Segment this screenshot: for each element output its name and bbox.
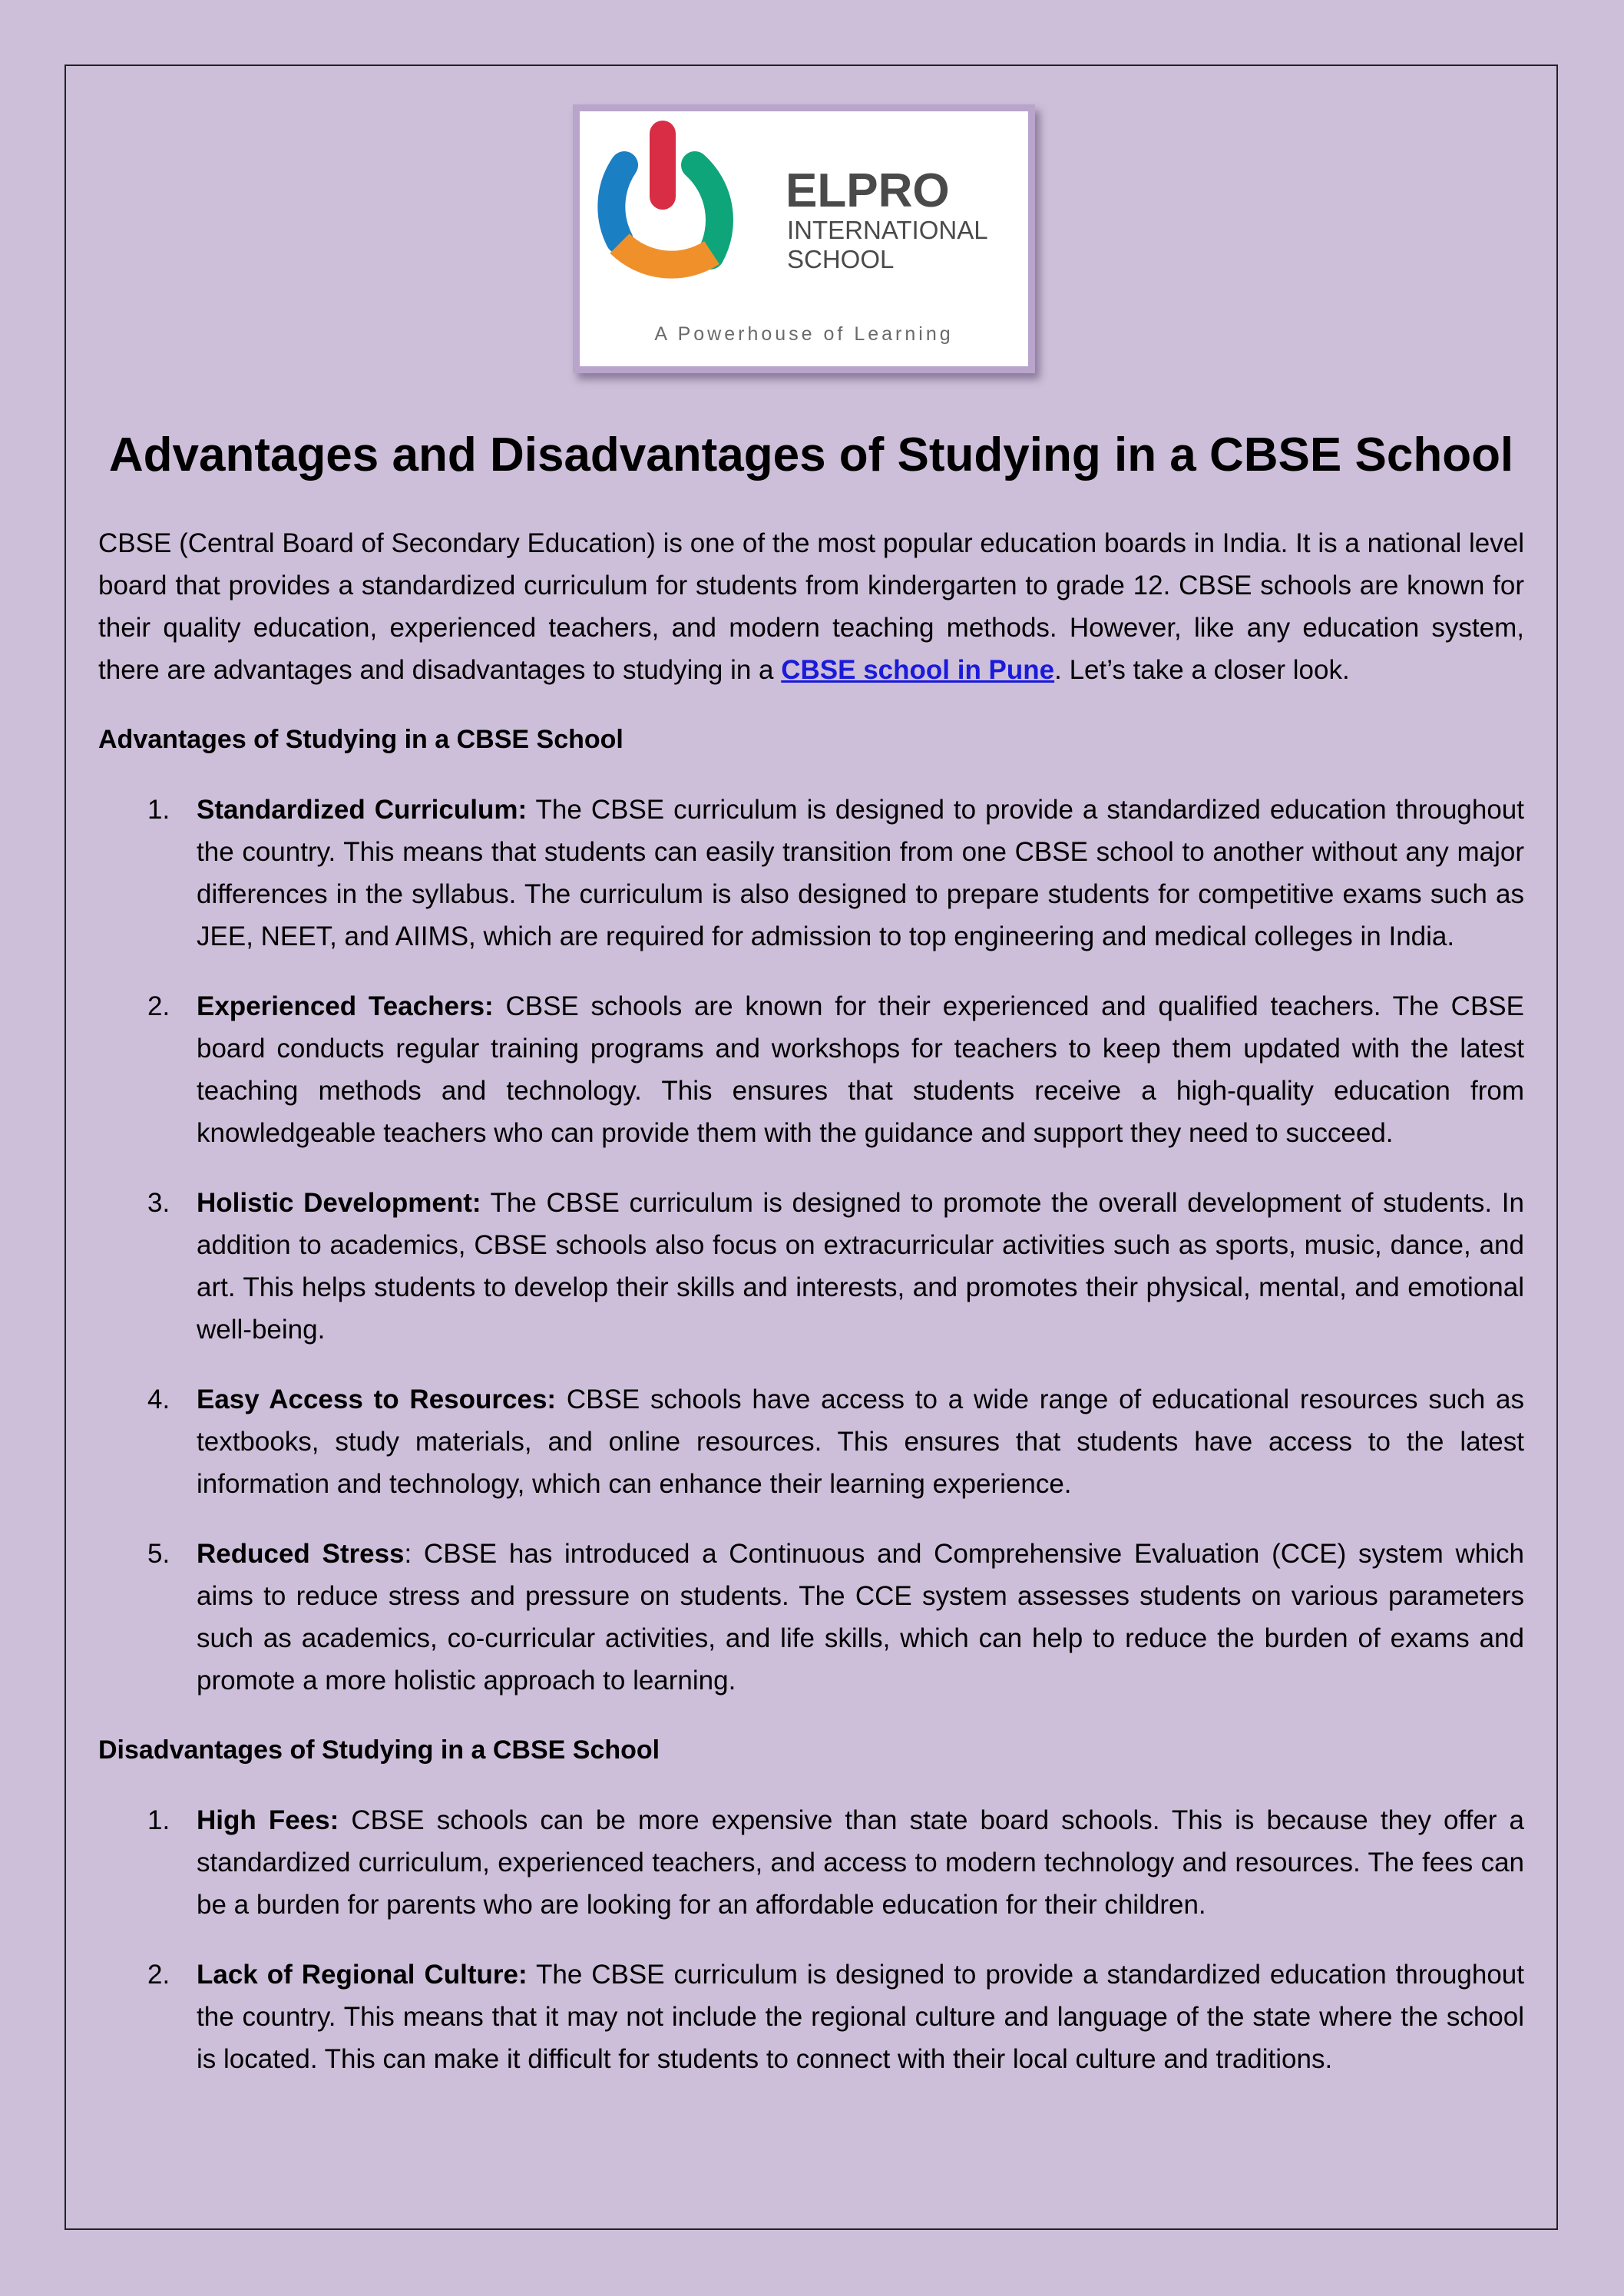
intro-paragraph [98, 522, 1524, 691]
list-item [98, 1182, 1524, 1351]
page-title: Advantages and Disadvantages of Studying in a CBSE School [108, 428, 1514, 481]
logo-tagline: A Powerhouse of Learning [654, 323, 954, 345]
list-item-number: 3. [147, 1188, 170, 1218]
cbse-school-pune-link[interactable]: CBSE school in Pune [781, 655, 1055, 685]
intro-text-end: . Let’s take a closer look. [1054, 655, 1350, 685]
list-item [98, 1378, 1524, 1505]
list-item-text: CBSE schools are known for their experienced and qualified teachers. The CBSE board conducts regular training programs and workshops for teachers to keep them updated with the latest teaching methods and technology. This ensures that students receive a high-quality education from knowledgeable teachers who can provide them with the guidance and support they need to succeed. [197, 991, 1524, 1148]
disadvantages-list [98, 1799, 1524, 2080]
article-body [98, 522, 1524, 2108]
school-logo [573, 104, 1035, 373]
list-item-text: The CBSE curriculum is designed to provide a standardized education throughout the country. This means that students can easily transition from one CBSE school to another without any major differences in the syllabus. The curriculum is also designed to prepare students for competitive exams such as JEE, NEET, and AIIMS, which are required for admission to top engineering and medical colleges in India. [197, 795, 1524, 951]
advantages-list [98, 789, 1524, 1702]
list-item-text: : CBSE has introduced a Continuous and Comprehensive Evaluation (CCE) system which aims to reduce stress and pressure on students. The CCE system assesses students on various parameters such as academics, co-curricular activities, and life skills, which can help to reduce the burden of exams and promote a more holistic approach to learning. [197, 1539, 1524, 1696]
disadvantages-heading: Disadvantages of Studying in a CBSE School [98, 1735, 660, 1765]
logo-ring-green [695, 165, 719, 256]
list-item-number: 2. [147, 991, 170, 1021]
list-item [98, 1799, 1524, 1926]
list-item [98, 985, 1524, 1154]
list-item-number: 4. [147, 1385, 170, 1414]
list-item-number: 2. [147, 1960, 170, 1990]
list-item-lead: Lack of Regional Culture: [197, 1960, 528, 1990]
list-item-text: CBSE schools can be more expensive than state board schools. This is because they offer a standardized curriculum, experienced teachers, and access to modern technology and resources. The fees can be a burden for parents who are looking for an affordable education for their children. [197, 1805, 1524, 1920]
logo-line-school: SCHOOL [787, 245, 895, 273]
logo-ring-orange [620, 243, 712, 265]
elpro-logo-graphic [580, 111, 1028, 366]
list-item-text: The CBSE curriculum is designed to provide a standardized education throughout the country. This means that it may not include the regional culture and language of the state where the school is located. This can make it difficult for students to connect with their local culture and traditions. [197, 1960, 1524, 2074]
list-item [98, 1533, 1524, 1702]
list-item-lead: Reduced Stress [197, 1539, 405, 1569]
list-item-number: 1. [147, 795, 170, 825]
list-item-lead: Standardized Curriculum: [197, 795, 528, 825]
list-item-number: 5. [147, 1539, 170, 1569]
list-item [98, 789, 1524, 958]
list-item-text: The CBSE curriculum is designed to promote the overall development of students. In addition to academics, CBSE schools also focus on extracurricular activities such as sports, music, dance, and art. This helps students to develop their skills and interests, and promotes their physical, mental, and emotional well-being. [197, 1188, 1525, 1345]
logo-name: ELPRO [786, 164, 950, 217]
list-item-lead: Easy Access to Resources: [197, 1385, 557, 1414]
list-item-number: 1. [147, 1805, 170, 1835]
logo-ring-blue [611, 165, 624, 240]
logo-line-international: INTERNATIONAL [787, 216, 988, 244]
advantages-heading: Advantages of Studying in a CBSE School [98, 725, 623, 754]
intro-text-start: CBSE (Central Board of Secondary Education) is one of the most popular education boards in India. It is a national level board that provides a standardized curriculum for students from kindergarten to grade 12. CBSE schools are known for their quality education, experienced teachers, and modern teaching methods. However, like any education system, there are advantages and disadvantages to studying in a [98, 528, 1524, 685]
list-item-lead: Experienced Teachers: [197, 991, 494, 1021]
list-item [98, 1954, 1524, 2080]
list-item-text: CBSE schools have access to a wide range of educational resources such as textbooks, study materials, and online resources. This ensures that students have access to the latest information and technology, which can enhance their learning experience. [197, 1385, 1525, 1499]
list-item-lead: High Fees: [197, 1805, 339, 1835]
list-item-lead: Holistic Development: [197, 1188, 481, 1218]
logo-power-bar [650, 121, 676, 210]
